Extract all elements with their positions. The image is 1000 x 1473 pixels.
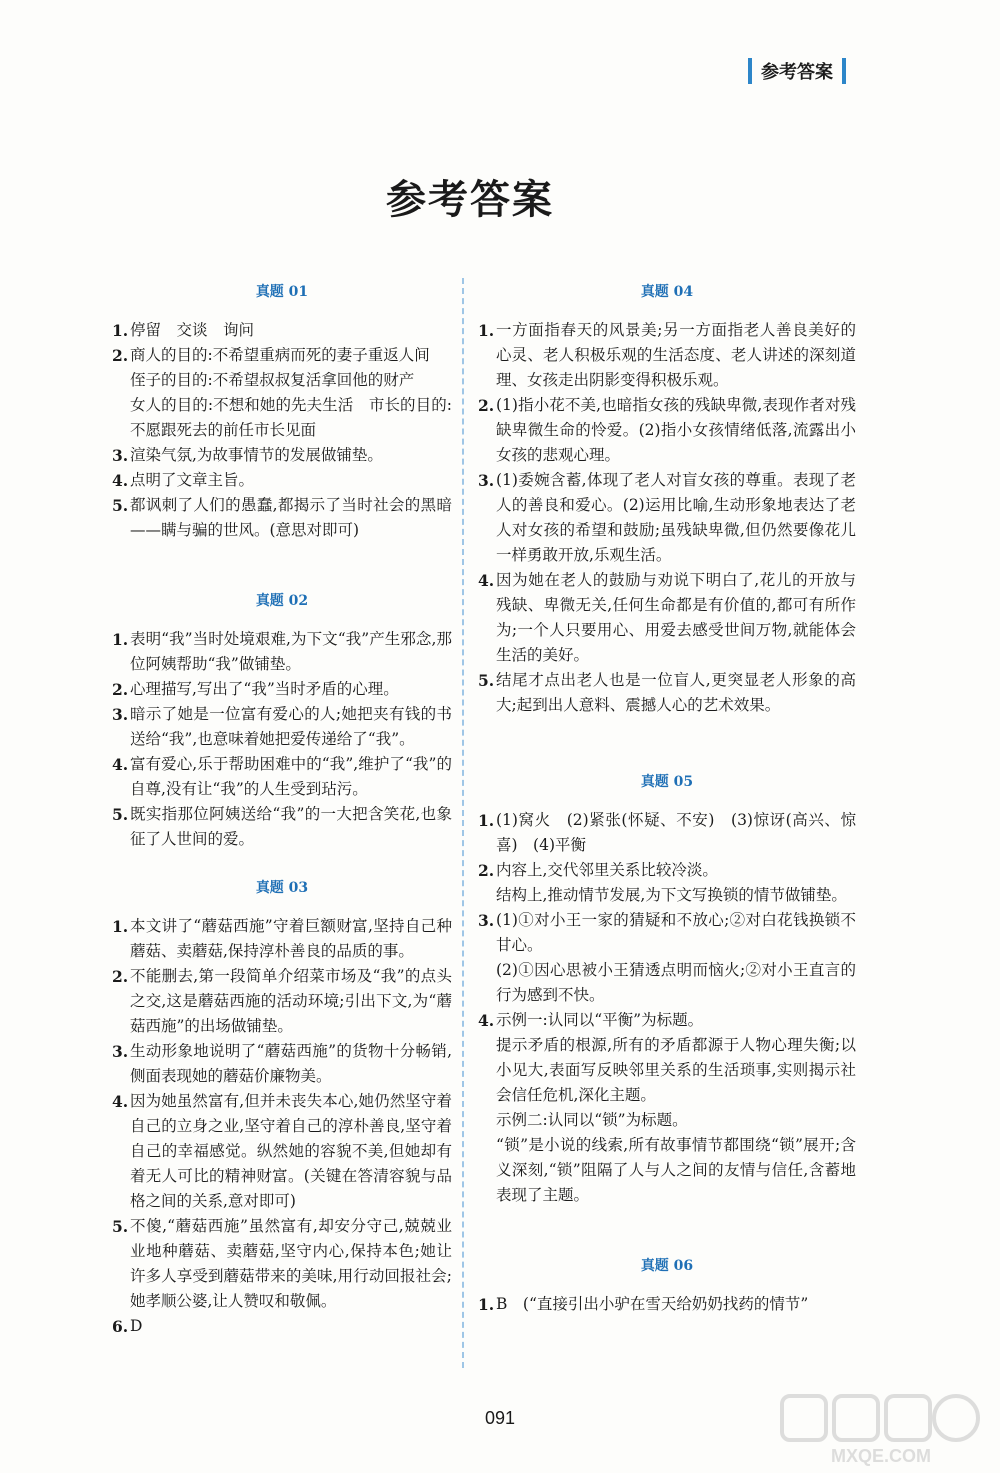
answer-item: [478, 1008, 856, 1208]
answer-item: [478, 908, 856, 1008]
answer-section: [478, 770, 856, 1208]
answer-item: [112, 1214, 452, 1314]
answer-text: [130, 1039, 452, 1089]
answer-line: 示例二:认同以“锁”为标题。: [496, 1111, 688, 1129]
answer-line: 女人的目的:不想和她的先夫生活 市长的目的:不愿跟死去的前任市长见面: [130, 396, 452, 439]
answer-item: [112, 443, 452, 468]
answer-line: “锁”是小说的线索,所有故事情节都围绕“锁”展开;含义深刻,“锁”阻隔了人与人之间的友情与信任,含蓄地表现了主题。: [496, 1136, 856, 1204]
answer-line: 商人的目的:不希望重病而死的妻子重返人间: [130, 346, 430, 364]
column-divider: [462, 278, 464, 1368]
answer-line: B (“直接引出小驴在雪天给奶奶找药的情节”: [496, 1295, 809, 1313]
watermark-text: MXQE.COM: [830, 1446, 932, 1466]
section-title: 真题 02: [255, 593, 309, 609]
answer-line: (1)窝火 (2)紧张(怀疑、不安) (3)惊讶(高兴、惊喜) (4)平衡: [496, 811, 856, 854]
answer-line: 都讽刺了人们的愚蠢,都揭示了当时社会的黑暗——瞒与骗的世风。(意思对即可): [130, 496, 452, 539]
answer-line: 不能删去,第一段简单介绍菜市场及“我”的点头之交,这是蘑菇西施的活动环境;引出下文,为“蘑菇西施”的出场做铺垫。: [130, 967, 452, 1035]
answer-line: (1)①对小王一家的猜疑和不放心;②对白花钱换锁不甘心。: [496, 911, 856, 954]
answer-line: 渲染气氛,为故事情节的发展做铺垫。: [130, 446, 383, 464]
answer-number: 5.: [112, 496, 129, 515]
answer-line: 一方面指春天的风景美;另一方面指老人善良美好的心灵、老人积极乐观的生活态度、老人讲述的深刻道理、女孩走出阴影变得积极乐观。: [496, 321, 856, 389]
answer-number: 3.: [112, 1042, 129, 1061]
answer-text: [130, 677, 452, 702]
answer-text: [496, 858, 856, 908]
answer-text: [130, 1214, 452, 1314]
answer-number: 3.: [112, 705, 129, 724]
answer-line: 内容上,交代邻里关系比较冷淡。: [496, 861, 718, 879]
answer-text: [130, 914, 452, 964]
answer-section: [112, 589, 452, 852]
answer-line: 停留 交谈 询问: [130, 321, 255, 339]
answer-text: [496, 1292, 856, 1317]
answer-text: [496, 808, 856, 858]
answer-item: [112, 914, 452, 964]
page-number: 091: [484, 1408, 516, 1428]
answer-item: [112, 677, 452, 702]
answer-item: [478, 468, 856, 568]
answer-number: 5.: [478, 671, 495, 690]
answer-number: 2.: [478, 396, 495, 415]
answer-number: 1.: [112, 321, 129, 340]
answer-number: 4.: [478, 571, 495, 590]
answer-item: [112, 1314, 452, 1339]
answer-line: 结构上,推动情节发展,为下文写换锁的情节做铺垫。: [496, 886, 847, 904]
answer-section: [478, 1254, 856, 1317]
answer-item: [112, 1089, 452, 1214]
page-title: 参考答案: [386, 177, 554, 223]
answer-text: [130, 1089, 452, 1214]
answer-text: [496, 908, 856, 1008]
answer-text: [130, 468, 452, 493]
answer-number: 1.: [478, 1295, 495, 1314]
answer-line: 心理描写,写出了“我”当时矛盾的心理。: [130, 680, 399, 698]
answer-line: 既实指那位阿姨送给“我”的一大把含笑花,也象征了人世间的爱。: [130, 805, 452, 848]
answer-item: [112, 343, 452, 443]
answer-item: [478, 393, 856, 468]
answer-section: [478, 280, 856, 718]
answer-number: 5.: [112, 1217, 129, 1236]
answer-text: [496, 568, 856, 668]
answer-line: 提示矛盾的根源,所有的矛盾都源于人物心理失衡;以小见大,表面写反映邻里关系的生活琐事,实则揭示社会信任危机,深化主题。: [496, 1036, 856, 1104]
answer-number: 4.: [112, 1092, 129, 1111]
answer-item: [112, 702, 452, 752]
answer-number: 1.: [478, 321, 495, 340]
answer-item: [112, 318, 452, 343]
right-column: [478, 280, 856, 1317]
answer-number: 3.: [478, 471, 495, 490]
answer-number: 4.: [112, 755, 129, 774]
answer-item: [478, 858, 856, 908]
answer-line: 因为她在老人的鼓励与劝说下明白了,花儿的开放与残缺、卑微无关,任何生命都是有价值的,都可有所作为;一个人只要用心、用爱去感受世间万物,就能体会生活的美好。: [496, 571, 856, 664]
answer-number: 1.: [112, 630, 129, 649]
answer-line: 不傻,“蘑菇西施”虽然富有,却安分守己,兢兢业业地种蘑菇、卖蘑菇,坚守内心,保持本色;她让许多人享受到蘑菇带来的美味,用行动回报社会;她孝顺公婆,让人赞叹和敬佩。: [130, 1217, 452, 1310]
answer-text: [496, 668, 856, 718]
answer-text: [130, 964, 452, 1039]
answer-line: (1)委婉含蓄,体现了老人对盲女孩的尊重。表现了老人的善良和爱心。(2)运用比喻,生动形象地表达了老人对女孩的希望和鼓励;虽残缺卑微,但仍然要像花儿一样勇敢开放,乐观生活。: [496, 471, 856, 564]
answer-text: [130, 1314, 452, 1339]
answer-line: (2)①因心思被小王猜透点明而恼火;②对小王直言的行为感到不快。: [496, 961, 856, 1004]
answer-number: 2.: [112, 346, 129, 365]
answer-line: 点明了文章主旨。: [130, 471, 255, 489]
section-title: 真题 01: [255, 284, 309, 300]
answer-item: [112, 802, 452, 852]
answer-line: 表明“我”当时处境艰难,为下文“我”产生邪念,那位阿姨帮助“我”做铺垫。: [130, 630, 452, 673]
answer-text: [496, 1008, 856, 1208]
answer-line: 生动形象地说明了“蘑菇西施”的货物十分畅销,侧面表现她的蘑菇价廉物美。: [130, 1042, 452, 1085]
answer-line: 侄子的目的:不希望叔叔复活拿回他的财产: [130, 371, 415, 389]
answer-number: 4.: [478, 1011, 495, 1030]
header-tag: [748, 58, 846, 84]
answer-line: 富有爱心,乐于帮助困难中的“我”,维护了“我”的自尊,没有让“我”的人生受到玷污。: [130, 755, 452, 798]
answer-item: [112, 964, 452, 1039]
section-title: 真题 06: [640, 1258, 694, 1274]
answer-number: 6.: [112, 1317, 129, 1336]
answer-number: 2.: [112, 680, 129, 699]
answer-number: 1.: [478, 811, 495, 830]
watermark-logo: [776, 1392, 986, 1468]
header-tag-label: 参考答案: [761, 62, 833, 83]
answer-line: D: [130, 1317, 143, 1335]
answer-text: [130, 752, 452, 802]
answer-text: [130, 318, 452, 343]
answer-text: [130, 702, 452, 752]
header-bar-right: [842, 58, 846, 84]
answer-line: 示例一:认同以“平衡”为标题。: [496, 1011, 704, 1029]
answer-number: 3.: [112, 446, 129, 465]
section-title: 真题 05: [640, 774, 694, 790]
answer-text: [496, 468, 856, 568]
answer-line: 因为她虽然富有,但并未丧失本心,她仍然坚守着自己的立身之业,坚守着自己的淳朴善良,坚守着自己的幸福感觉。纵然她的容貌不美,但她却有着无人可比的精神财富。(关键在答清容貌与品格之间的关系,意对即可): [130, 1092, 452, 1210]
answer-text: [496, 393, 856, 468]
answer-number: 3.: [478, 911, 495, 930]
section-title: 真题 03: [255, 880, 309, 896]
answer-item: [478, 1292, 856, 1317]
answer-number: 2.: [112, 967, 129, 986]
answer-number: 2.: [478, 861, 495, 880]
answer-line: 结尾才点出老人也是一位盲人,更突显老人形象的高大;起到出人意料、震撼人心的艺术效果。: [496, 671, 856, 714]
answer-item: [478, 318, 856, 393]
answer-number: 1.: [112, 917, 129, 936]
answer-item: [112, 1039, 452, 1089]
answer-item: [112, 468, 452, 493]
answer-text: [496, 318, 856, 393]
section-title: 真题 04: [640, 284, 694, 300]
left-column: [112, 280, 452, 1339]
answer-item: [112, 493, 452, 543]
answer-text: [130, 493, 452, 543]
answer-line: (1)指小花不美,也暗指女孩的残缺卑微,表现作者对残缺卑微生命的怜爱。(2)指小女孩情绪低落,流露出小女孩的悲观心理。: [496, 396, 856, 464]
answer-number: 5.: [112, 805, 129, 824]
answer-text: [130, 802, 452, 852]
answer-line: 本文讲了“蘑菇西施”守着巨额财富,坚持自己种蘑菇、卖蘑菇,保持淳朴善良的品质的事。: [130, 917, 452, 960]
answer-item: [112, 752, 452, 802]
answer-text: [130, 627, 452, 677]
answer-section: [112, 876, 452, 1339]
answer-item: [112, 627, 452, 677]
answer-number: 4.: [112, 471, 129, 490]
answer-section: [112, 280, 452, 543]
answer-text: [130, 343, 452, 443]
answer-text: [130, 443, 452, 468]
answer-item: [478, 668, 856, 718]
answer-line: 暗示了她是一位富有爱心的人;她把夹有钱的书送给“我”,也意味着她把爱传递给了“我”。: [130, 705, 452, 748]
answer-item: [478, 808, 856, 858]
answer-item: [478, 568, 856, 668]
